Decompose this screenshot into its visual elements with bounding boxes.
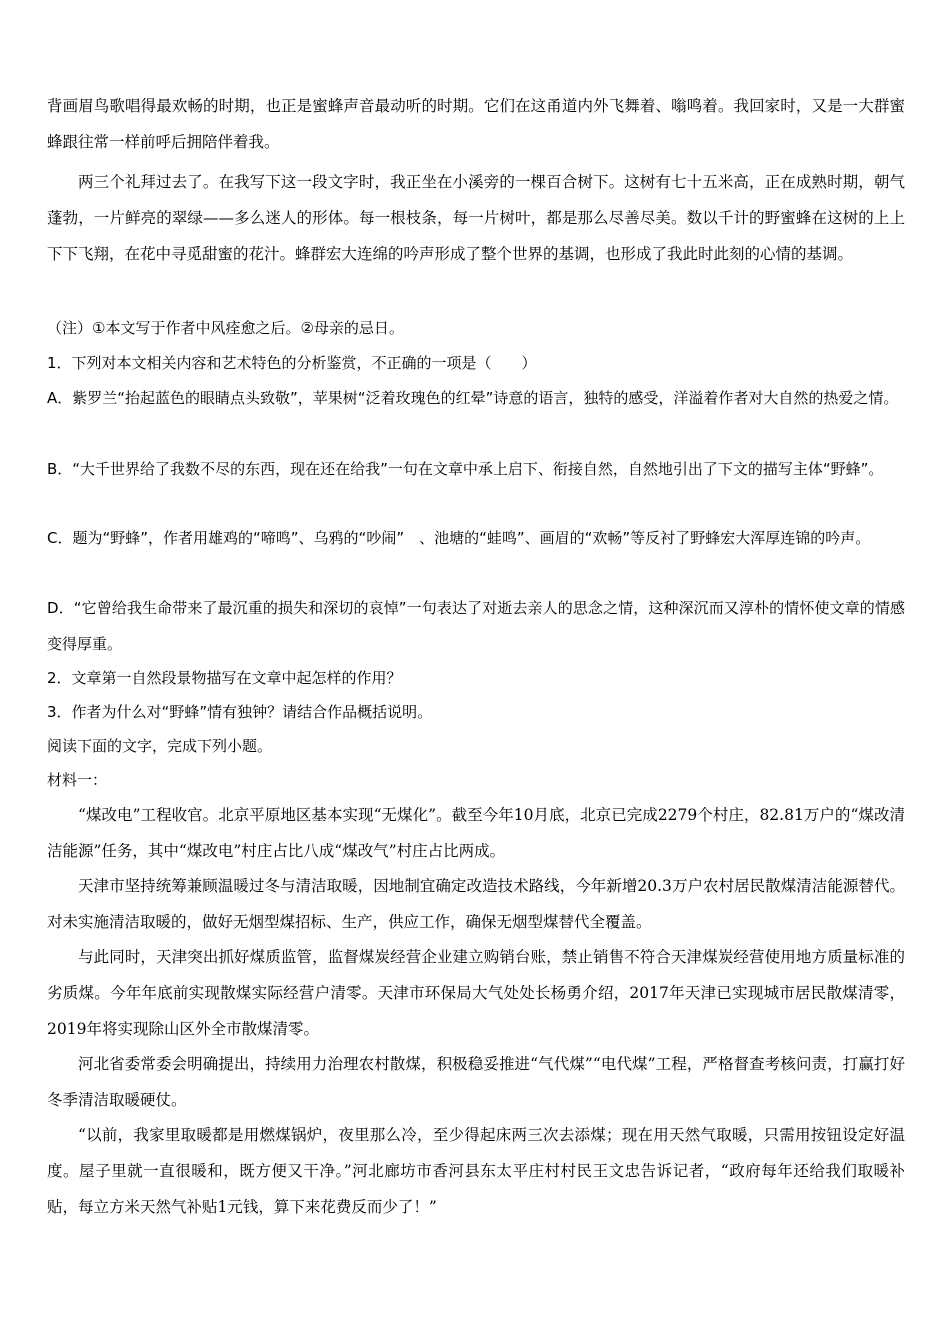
paragraph-bee-song: 背画眉鸟歌唱得最欢畅的时期，也正是蜜蜂声音最动听的时期。它们在这甬道内外飞舞着、嗡鸣着。我回家时，又是一大群蜜蜂跟往常一样前呼后拥陪伴着我。 [47,97,905,151]
question-1-stem: 1．下列对本文相关内容和艺术特色的分析鉴赏，不正确的一项是（ ） [47,354,537,372]
footnote: （注）①本文写于作者中风痊愈之后。②母亲的忌日。 [47,319,404,337]
paragraph-hebei: 河北省委常委会明确提出，持续用力治理农村散煤，积极稳妥推进“气代煤”“电代煤”工程，严格督查考核问责，打赢打好冬季清洁取暖硬仗。 [47,1055,905,1109]
question-1-option-b: B．“大千世界给了我数不尽的东西，现在还在给我”一句在文章中承上启下、衔接自然，自然地引出了下文的描写主体“野蜂”。 [47,460,884,478]
question-3: 3．作者为什么对“野蜂”情有独钟？请结合作品概括说明。 [47,703,433,721]
paragraph-beijing: “煤改电”工程收官。北京平原地区基本实现“无煤化”。截至今年10月底，北京已完成2279个村庄，82.81万户的“煤改清洁能源”任务，其中“煤改电”村庄占比八成“煤改气”村庄占比两成。 [47,806,905,860]
question-1-option-c: C．题为“野蜂”，作者用雄鸡的“啼鸣”、乌鸦的“吵闹” 、池塘的“蛙鸣”、画眉的“欢畅”等反衬了野蜂宏大浑厚连锦的吟声。 [47,529,871,547]
question-1-option-a: A．紫罗兰“抬起蓝色的眼睛点头致敬”，苹果树“泛着玫瑰色的红晕”诗意的语言，独特的感受，洋溢着作者对大自然的热爱之情。 [47,389,899,407]
paragraph-tianjin-2: 与此同时，天津突出抓好煤质监管，监督煤炭经营企业建立购销台账，禁止销售不符合天津煤炭经营使用地方质量标准的劣质煤。今年年底前实现散煤实际经营户清零。天津市环保局大气处处长杨勇介绍，2017年天津已实现城市居民散煤清零，2019年将实现除山区外全市散煤清零。 [47,948,905,1038]
paragraph-weeks-later: 两三个礼拜过去了。在我写下这一段文字时，我正坐在小溪旁的一棵百合树下。这树有七十五米高，正在成熟时期，朝气蓬勃，一片鲜亮的翠绿——多么迷人的形体。每一根枝条，每一片树叶，都是那么尽善尽美。数以千计的野蜜蜂在这树的上上下下飞翔，在花中寻觅甜蜜的花汁。蜂群宏大连绵的吟声形成了整个世界的基调，也形成了我此时此刻的心情的基调。 [47,173,905,263]
reading-instruction: 阅读下面的文字，完成下列小题。 [47,737,273,755]
material-label: 材料一： [47,771,108,789]
question-1-option-d: D．“它曾给我生命带来了最沉重的损失和深切的哀悼”一句表达了对逝去亲人的思念之情，这种深沉而又淳朴的情怀使文章的情感变得厚重。 [47,599,905,653]
question-2: 2．文章第一自然段景物描写在文章中起怎样的作用？ [47,669,402,687]
paragraph-tianjin-1: 天津市坚持统筹兼顾温暖过冬与清洁取暖，因地制宜确定改造技术路线，今年新增20.3万户农村居民散煤清洁能源替代。对未实施清洁取暖的，做好无烟型煤招标、生产，供应工作，确保无烟型煤替代全覆盖。 [47,877,905,931]
paragraph-villager-quote: “以前，我家里取暖都是用燃煤锅炉，夜里那么冷，至少得起床两三次去添煤；现在用天然气取暖，只需用按钮设定好温度。屋子里就一直很暖和，既方便又干净。”河北廊坊市香河县东太平庄村村民王文忠告诉记者，“政府每年还给我们取暖补贴，每立方米天然气补贴1元钱，算下来花费反而少了！” [47,1126,905,1216]
